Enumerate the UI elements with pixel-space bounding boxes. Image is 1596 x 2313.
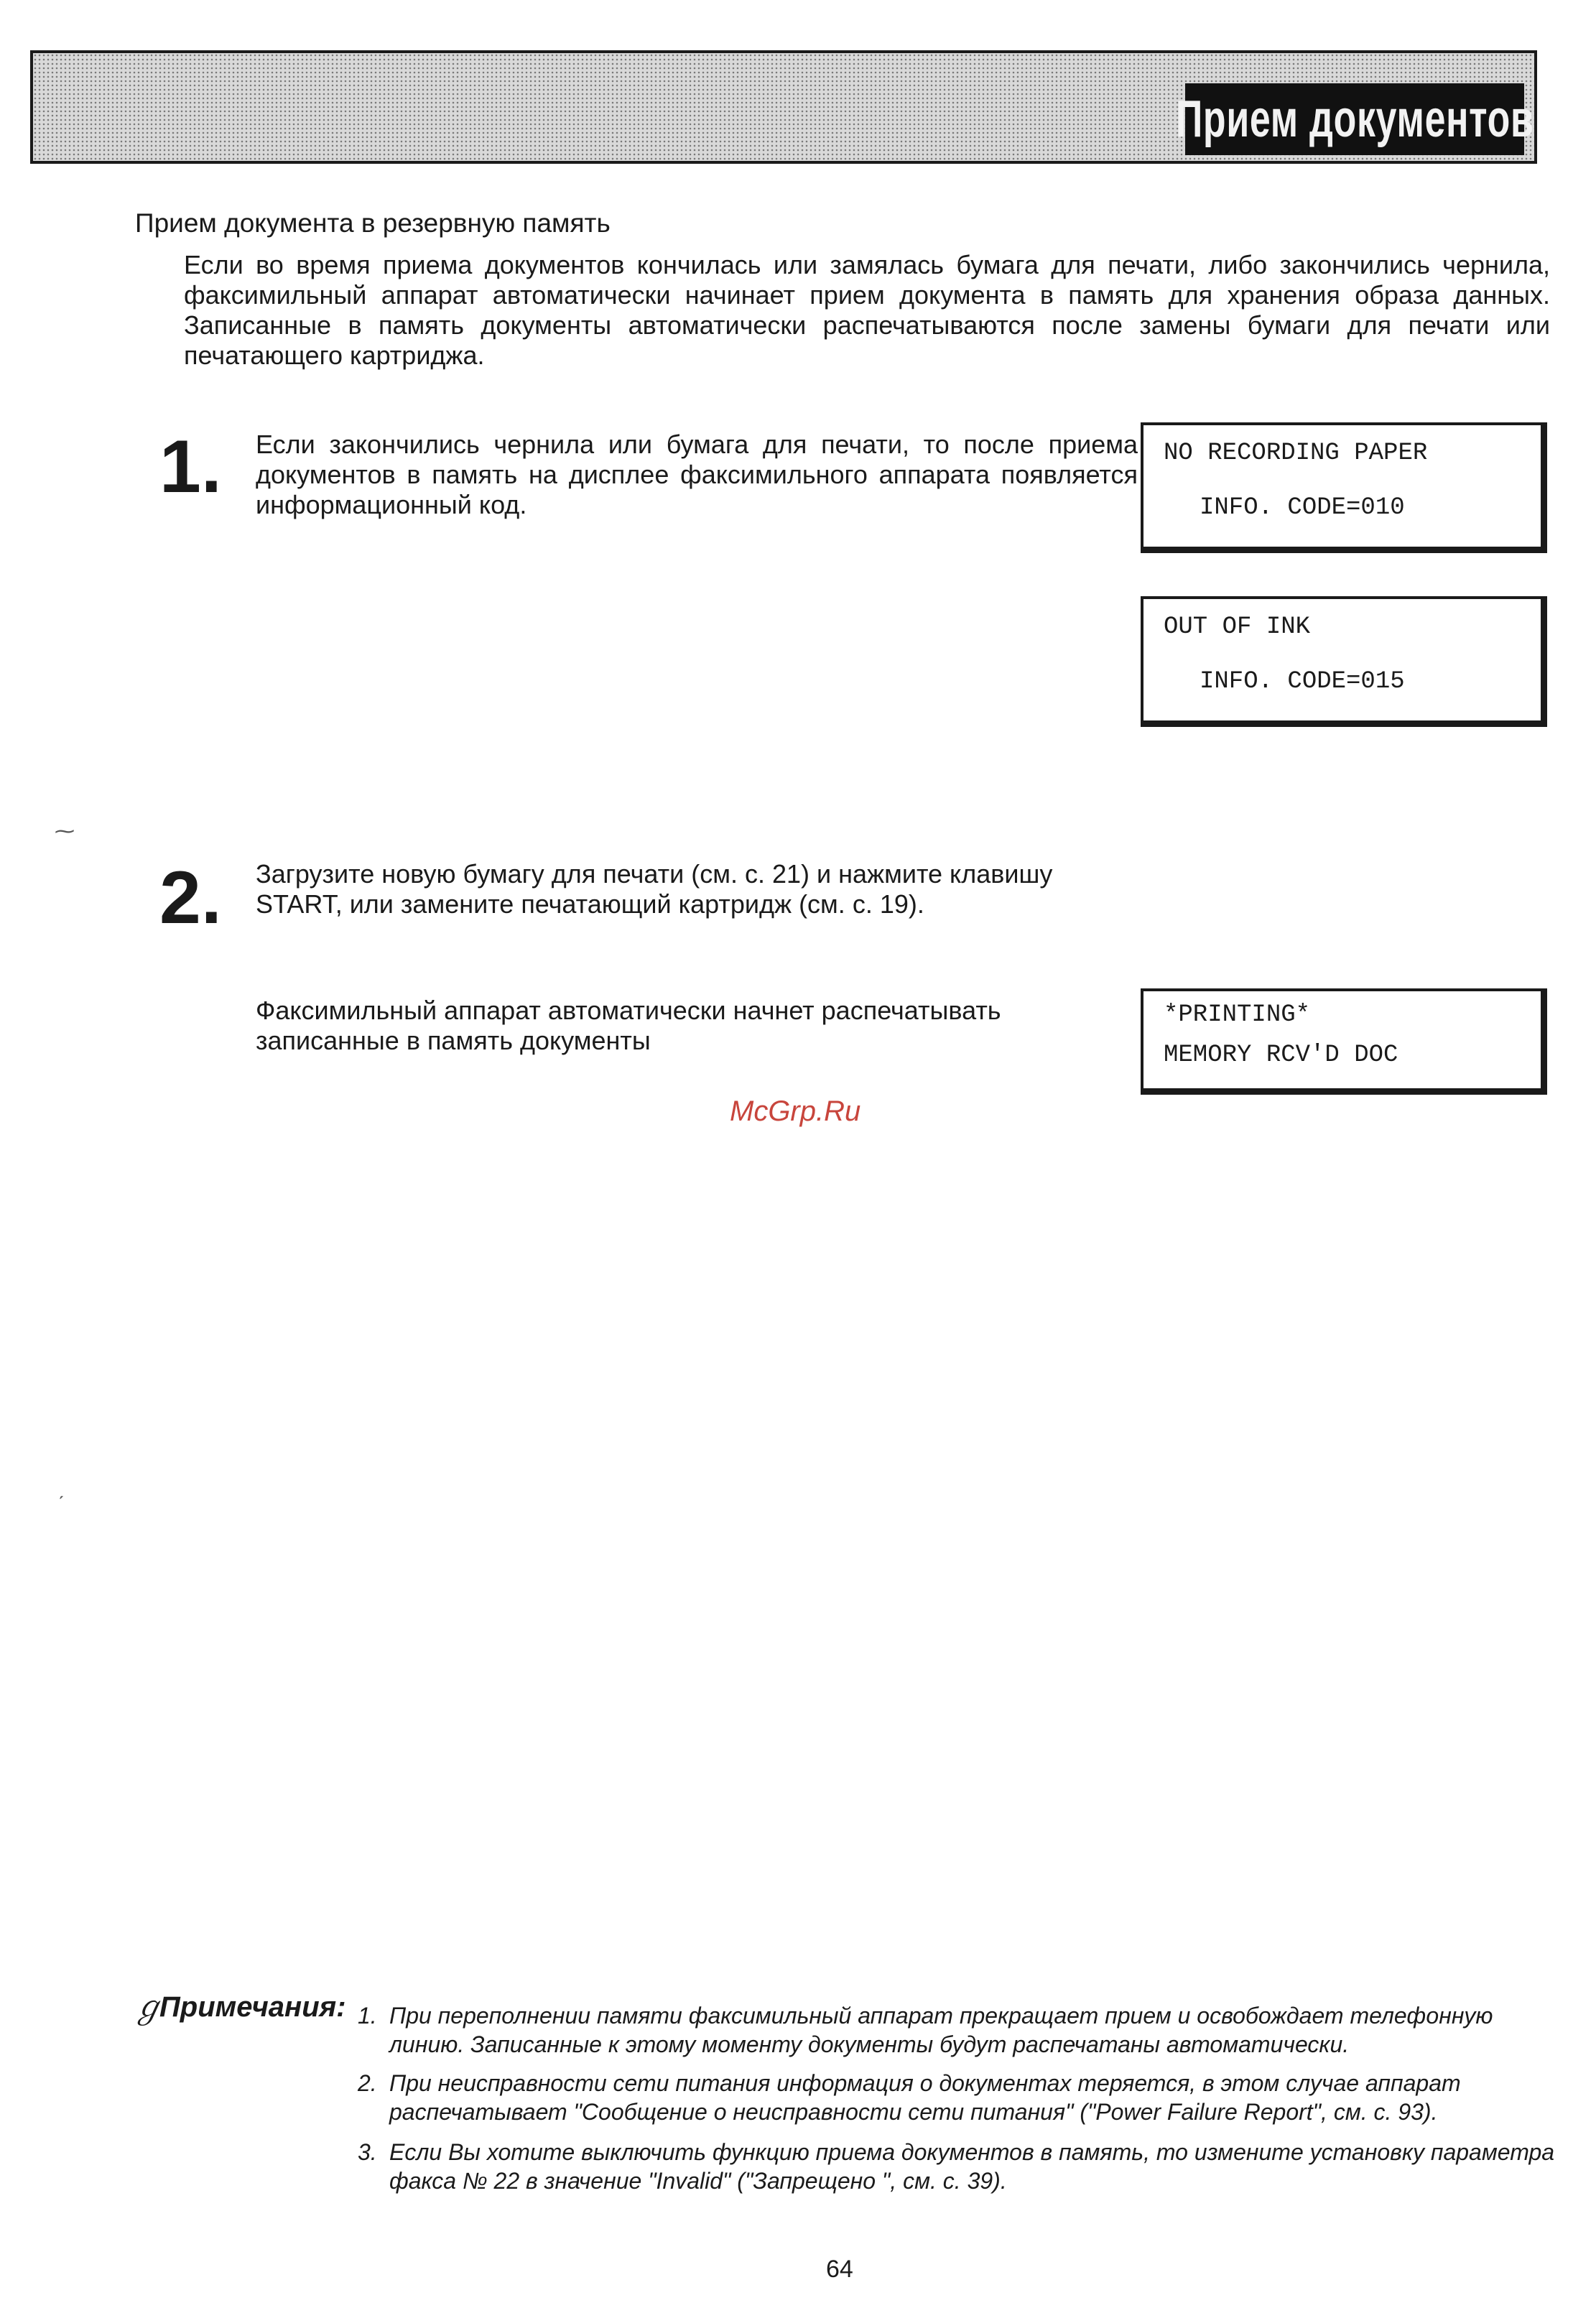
header-title-box	[1175, 83, 1534, 155]
lcd-line-2: MEMORY RCV'D DOC	[1164, 1042, 1398, 1069]
note-icon: ℊ	[132, 1989, 164, 2026]
watermark: McGrp.Ru	[730, 1095, 861, 1127]
lcd-display-out-of-ink	[1141, 596, 1547, 727]
scan-speck: ⁓	[55, 820, 75, 842]
note-text: При неисправности сети питания информация о документах теряется, в этом случае аппарат распечатывает "Сообщение о неисправности сети питания" ("Power Failure Report", см. с. 93).	[389, 2070, 1461, 2125]
step-2-number: 2.	[159, 856, 222, 940]
note-number: 1.	[358, 2003, 377, 2029]
note-item	[358, 2001, 1579, 2059]
note-item	[358, 2069, 1579, 2126]
step-1-number: 1.	[159, 425, 222, 509]
note-text: При переполнении памяти факсимильный аппарат прекращает прием и освобождает телефонную линию. Записанные к этому моменту документы будут распечатаны автоматически.	[389, 2003, 1493, 2057]
lcd-line-1: *PRINTING*	[1164, 1001, 1311, 1029]
header-band	[30, 50, 1537, 164]
note-item	[358, 2138, 1579, 2195]
notes-label: Примечания:	[159, 1991, 346, 2023]
scan-speck: ˏ	[57, 1477, 65, 1499]
intro-paragraph: Если во время приема документов кончилась или замялась бумага для печати, либо закончились чернила, факсимильный аппарат автоматически начинает прием документа в память для хранения образа данных. Записанные в память документы автоматически распечатываются после замены бумаги для печати или печатающего картриджа.	[184, 250, 1550, 370]
lcd-line-2: INFO. CODE=015	[1200, 668, 1405, 695]
step-2-followup: Факсимильный аппарат автоматически начнет распечатывать записанные в память документы	[256, 996, 1001, 1055]
note-number: 3.	[358, 2139, 377, 2165]
step-2-text: Загрузите новую бумагу для печати (см. с. 21) и нажмите клавишу START, или замените печатающий картридж (см. с. 19).	[256, 859, 1053, 919]
lcd-line-1: NO RECORDING PAPER	[1164, 440, 1428, 467]
note-text: Если Вы хотите выключить функцию приема документов в память, то измените установку параметра факса № 22 в значение "Invalid" ("Запрещено ", см. с. 39).	[389, 2139, 1555, 2194]
step-1-text: Если закончились чернила или бумага для печати, то после приема документов в память на дисплее факсимильного аппарата появляется информационный код.	[256, 430, 1138, 519]
page-title: Прием документов	[1175, 91, 1534, 148]
lcd-display-no-paper	[1141, 422, 1547, 553]
lcd-line-2: INFO. CODE=010	[1200, 494, 1405, 522]
note-number: 2.	[358, 2070, 377, 2096]
lcd-display-printing	[1141, 988, 1547, 1095]
page-number: 64	[826, 2256, 853, 2283]
section-heading: Прием документа в резервную память	[135, 208, 611, 238]
lcd-line-1: OUT OF INK	[1164, 613, 1311, 641]
